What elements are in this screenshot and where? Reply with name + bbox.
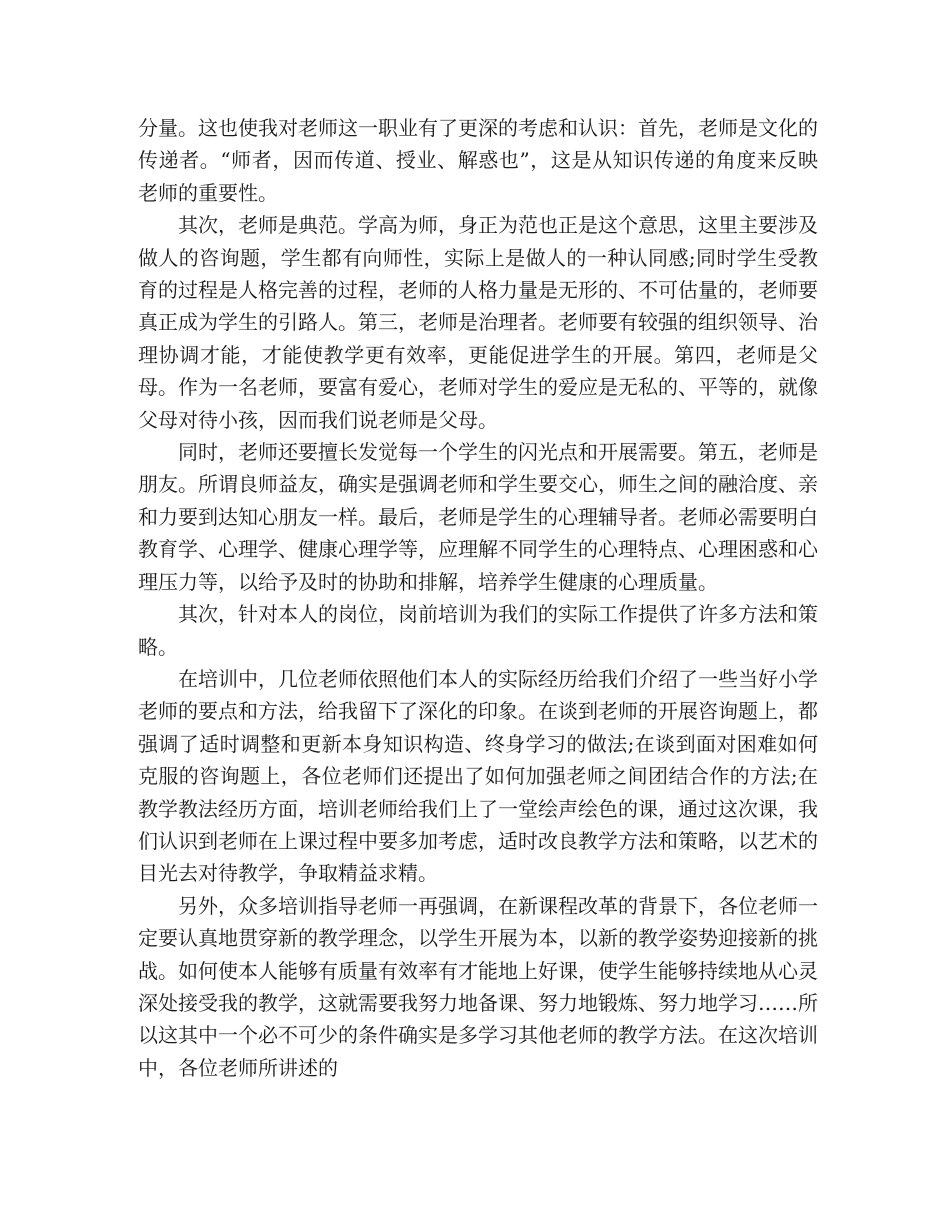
paragraph-4: 其次，针对本人的岗位，岗前培训为我们的实际工作提供了许多方法和策略。: [138, 602, 818, 659]
document-body: [138, 112, 818, 1084]
paragraph-2: 其次，老师是典范。学高为师，身正为范也正是这个意思，这里主要涉及做人的咨询题，学生都有向师性，实际上是做人的一种认同感;同时学生受教育的过程是人格完善的过程，老师的人格力量是无形的、不可估量的，老师要真正成为学生的引路人。第三，老师是治理者。老师要有较强的组织领导、治理协调才能，才能使教学更有效率，更能促进学生的开展。第四，老师是父母。作为一名老师，要富有爱心，老师对学生的爱应是无私的、平等的，就像父母对待小孩，因而我们说老师是父母。: [138, 213, 818, 432]
paragraph-5: 在培训中，几位老师依照他们本人的实际经历给我们介绍了一些当好小学老师的要点和方法，给我留下了深化的印象。在谈到老师的开展咨询题上，都强调了适时调整和更新本身知识构造、终身学习的做法;在谈到面对困难如何克服的咨询题上，各位老师们还提出了如何加强老师之间团结合作的方法;在教学教法经历方面，培训老师给我们上了一堂绘声绘色的课，通过这次课，我们认识到老师在上课过程中要多加考虑，适时改良教学方法和策略，以艺术的目光去对待教学，争取精益求精。: [138, 666, 818, 886]
paragraph-6: 另外，众多培训指导老师一再强调，在新课程改革的背景下，各位老师一定要认真地贯穿新的教学理念，以学生开展为本，以新的教学姿势迎接新的挑战。如何使本人能够有质量有效率有才能地上好课，使学生能够持续地从心灵深处接受我的教学，这就需要我努力地备课、努力地锻炼、努力地学习……所以这其中一个必不可少的条件确实是多学习其他老师的教学方法。在这次培训中，各位老师所讲述的: [138, 893, 818, 1080]
paragraph-3: 同时，老师还要擅长发觉每一个学生的闪光点和开展需要。第五，老师是朋友。所谓良师益友，确实是强调老师和学生要交心，师生之间的融洽度、亲和力要到达知心朋友一样。最后，老师是学生的心理辅导者。老师必需要明白教育学、心理学、健康心理学等，应理解不同学生的心理特点、心理困惑和心理压力等，以给予及时的协助和排解，培养学生健康的心理质量。: [138, 440, 818, 594]
paragraph-1: 分量。这也使我对老师这一职业有了更深的考虑和认识：首先，老师是文化的传递者。“师者，因而传道、授业、解惑也”，这是从知识传递的角度来反映老师的重要性。: [138, 116, 818, 205]
